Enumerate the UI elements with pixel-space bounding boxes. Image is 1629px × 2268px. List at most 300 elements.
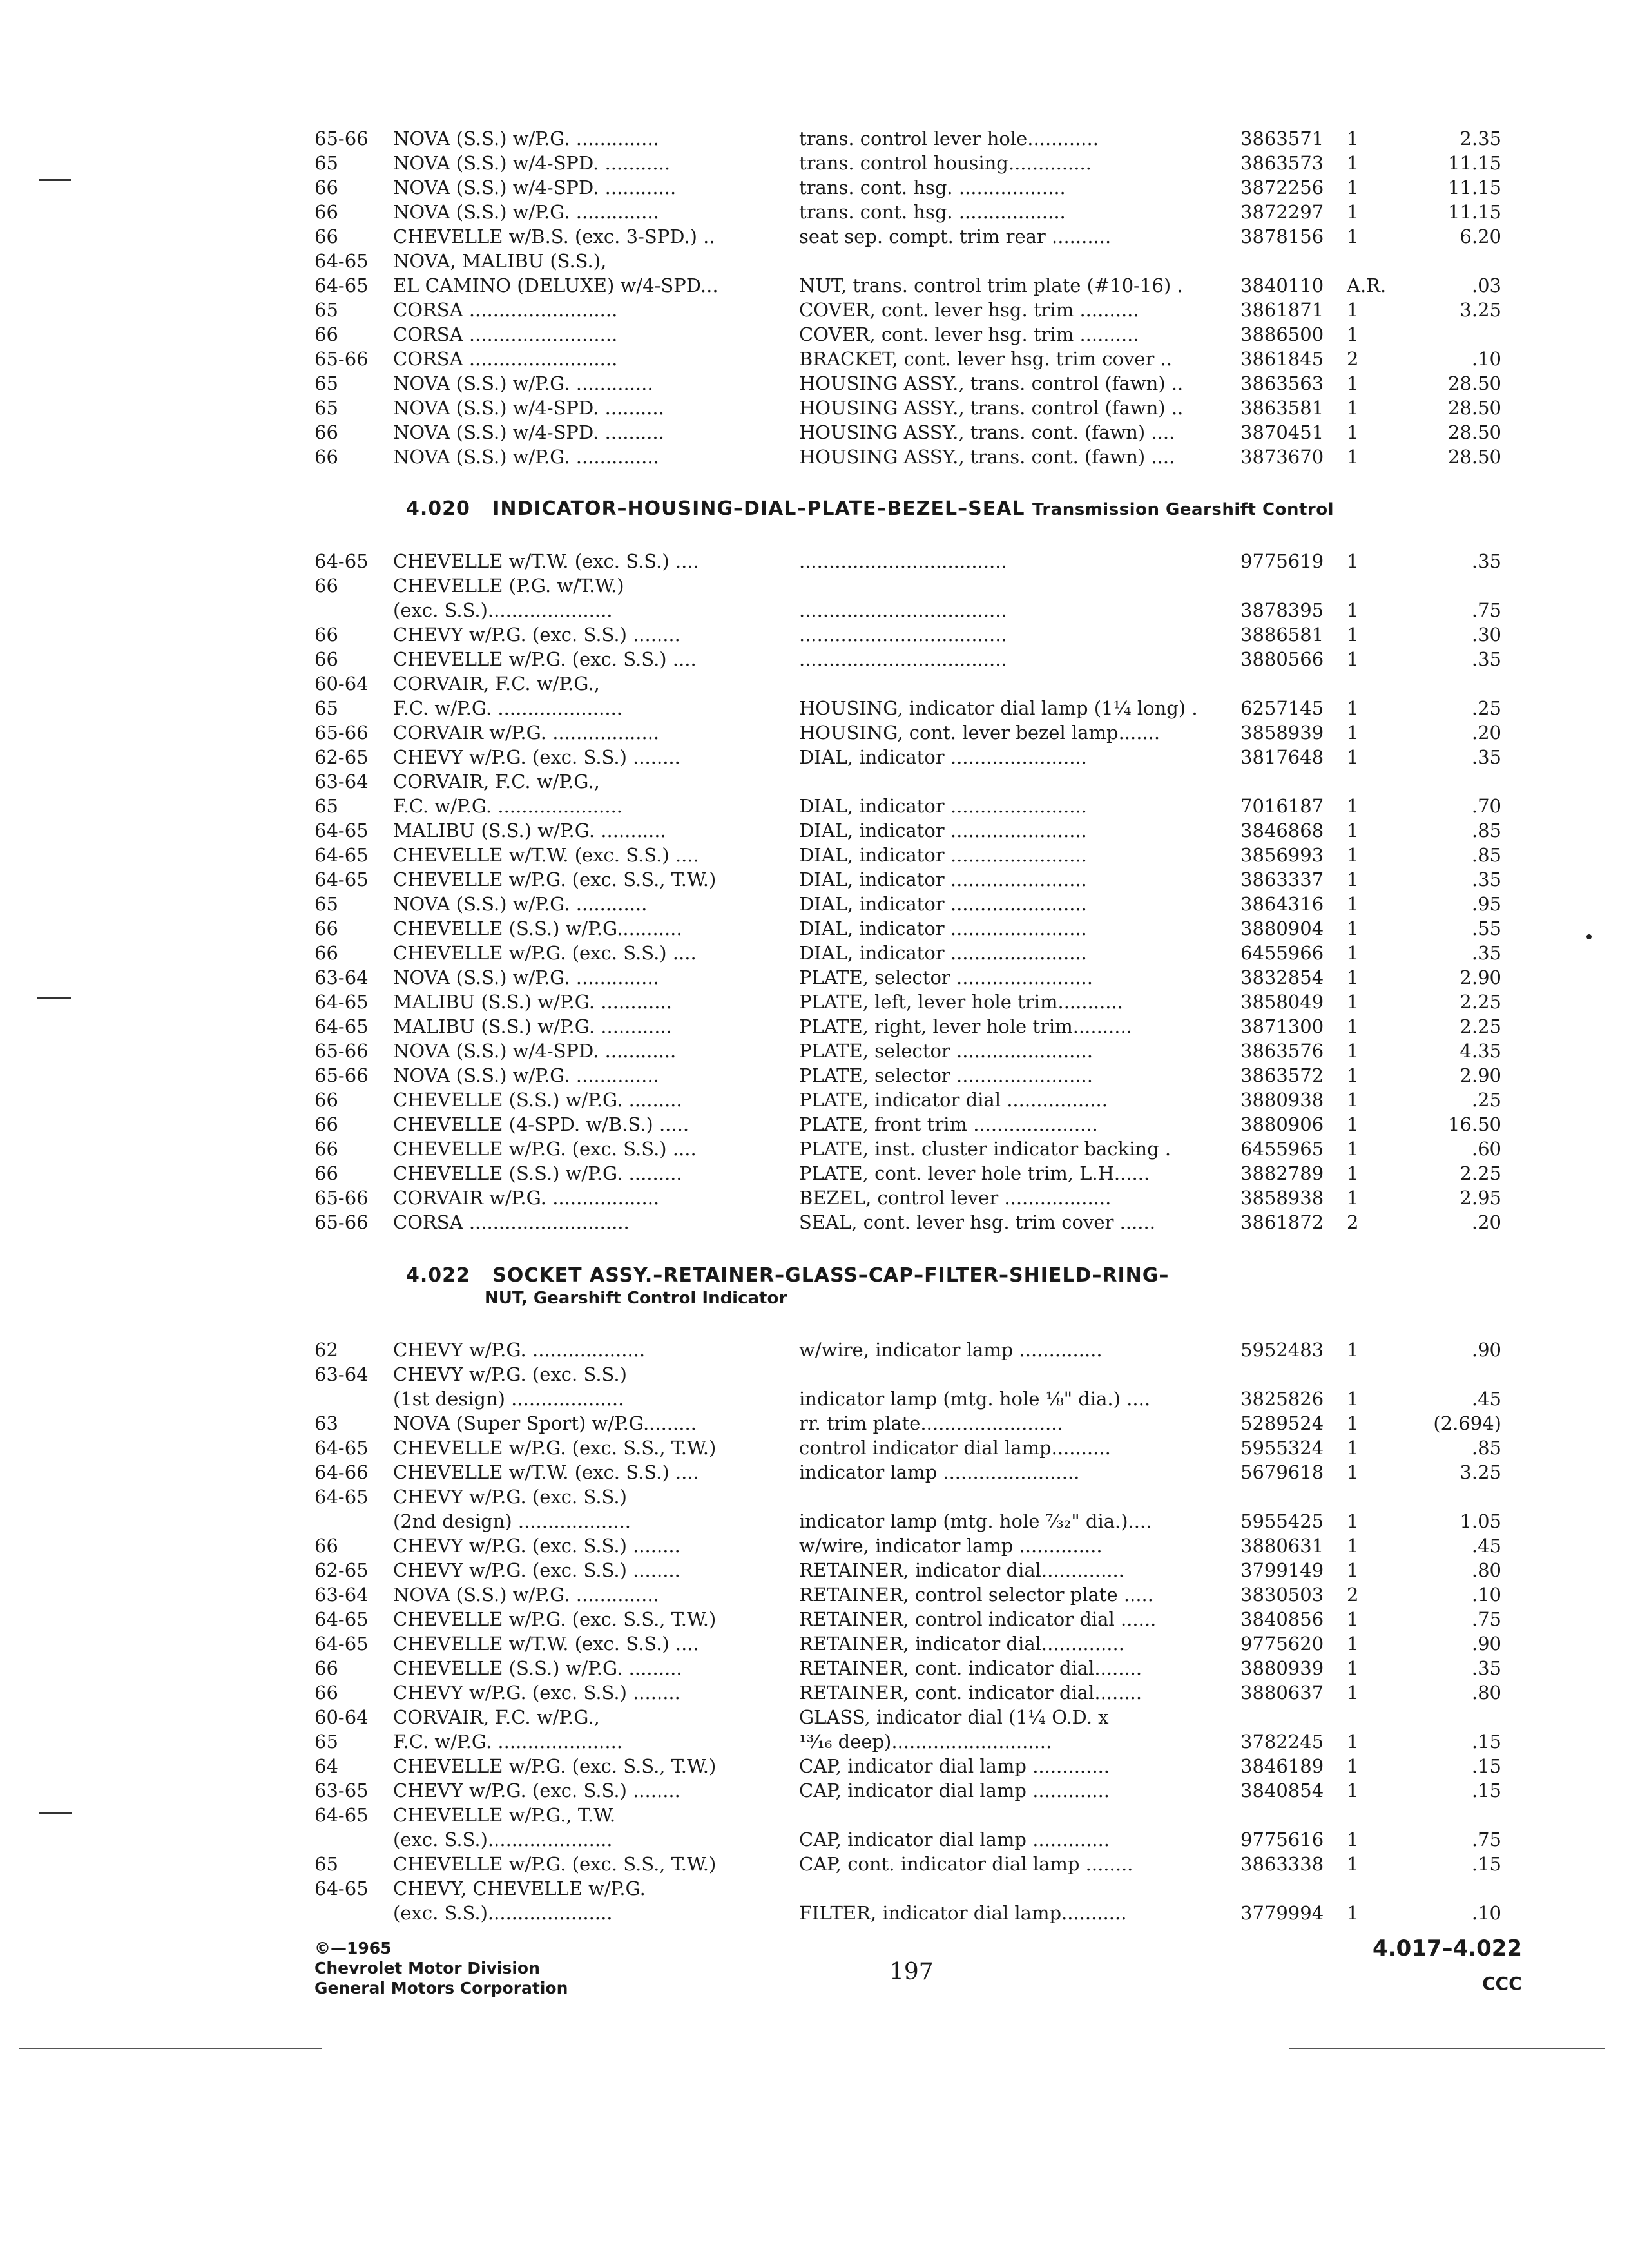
model-cell: (exc. S.S.)..................... <box>393 599 613 621</box>
model-cell: CHEVY w/P.G. ................... <box>393 1339 646 1361</box>
section-title: SOCKET ASSY.–RETAINER–GLASS–CAP–FILTER–SHIELD–RING– <box>492 1264 1170 1287</box>
description-cell: DIAL, indicator ....................... <box>799 820 1087 841</box>
model-cell: CORVAIR, F.C. w/P.G., <box>393 1706 600 1728</box>
model-cell: CORVAIR, F.C. w/P.G., <box>393 673 600 695</box>
model-cell: CHEVELLE (S.S.) w/P.G. ......... <box>393 1657 682 1679</box>
description-cell: PLATE, front trim ..................... <box>799 1113 1098 1135</box>
quantity-cell: 1 <box>1347 1064 1359 1086</box>
year-cell: 66 <box>314 1657 338 1679</box>
quantity-cell: 1 <box>1347 869 1359 890</box>
part-row <box>0 126 1629 151</box>
model-cell: CHEVELLE w/P.G. (exc. S.S.) .... <box>393 942 697 964</box>
part-row <box>0 420 1629 445</box>
catalog-code: CCC <box>1482 1973 1522 1994</box>
year-cell: 66 <box>314 918 338 939</box>
year-cell: 64-65 <box>314 1633 369 1655</box>
description-cell: ¹³⁄₁₆ deep)........................... <box>799 1731 1052 1753</box>
description-cell: CAP, indicator dial lamp ............. <box>799 1755 1110 1777</box>
bottom-rule-right <box>1289 2048 1605 2049</box>
price-cell: .25 <box>1471 697 1501 719</box>
price-cell: .35 <box>1471 550 1501 572</box>
part-number-cell: 3863337 <box>1240 869 1324 890</box>
part-number-cell: 3817648 <box>1240 746 1324 768</box>
year-cell: 64-65 <box>314 844 369 866</box>
quantity-cell: 1 <box>1347 1113 1359 1135</box>
model-cell: CHEVELLE w/B.S. (exc. 3-SPD.) .. <box>393 226 715 247</box>
price-cell: 2.25 <box>1460 1162 1501 1184</box>
year-cell: 63-65 <box>314 1780 369 1802</box>
part-number-cell: 3880904 <box>1240 918 1324 939</box>
price-cell: .85 <box>1471 820 1501 841</box>
part-row <box>0 396 1629 420</box>
price-cell: .85 <box>1471 1437 1501 1459</box>
part-number-cell: 3864316 <box>1240 893 1324 915</box>
part-row <box>0 1607 1629 1631</box>
bottom-rule-left <box>19 2048 322 2049</box>
year-cell: 65 <box>314 697 338 719</box>
model-cell: CHEVELLE w/P.G. (exc. S.S., T.W.) <box>393 1437 717 1459</box>
model-cell: CHEVY w/P.G. (exc. S.S.) ........ <box>393 1559 680 1581</box>
price-cell: .70 <box>1471 795 1501 817</box>
price-cell: 2.90 <box>1460 1064 1501 1086</box>
part-number-cell: 6455966 <box>1240 942 1324 964</box>
part-row <box>0 1509 1629 1533</box>
description-cell: PLATE, selector ....................... <box>799 1064 1094 1086</box>
part-number-cell: 3873670 <box>1240 446 1324 468</box>
quantity-cell: 1 <box>1347 226 1359 247</box>
division-name: Chevrolet Motor Division <box>314 1959 540 1977</box>
price-cell: .25 <box>1471 1089 1501 1111</box>
quantity-cell: 1 <box>1347 1089 1359 1111</box>
quantity-cell: 1 <box>1347 1187 1359 1209</box>
corporation-name: General Motors Corporation <box>314 1979 568 1997</box>
part-row <box>0 720 1629 745</box>
price-cell: (2.694) <box>1433 1412 1501 1434</box>
model-cell: CHEVELLE (P.G. w/T.W.) <box>393 575 624 597</box>
part-row <box>0 1161 1629 1186</box>
year-cell: 65-66 <box>314 722 369 744</box>
model-cell: NOVA (S.S.) w/P.G. ............ <box>393 893 648 915</box>
part-row <box>0 249 1629 273</box>
model-cell: NOVA (S.S.) w/P.G. .............. <box>393 201 659 223</box>
part-row <box>0 892 1629 916</box>
year-cell: 65-66 <box>314 1187 369 1209</box>
price-cell: .80 <box>1471 1559 1501 1581</box>
year-cell: 62-65 <box>314 746 369 768</box>
description-cell: ................................... <box>799 648 1007 670</box>
model-cell: (exc. S.S.)..................... <box>393 1829 613 1850</box>
part-number-cell: 3878395 <box>1240 599 1324 621</box>
year-cell: 60-64 <box>314 1706 369 1728</box>
part-number-cell: 3846868 <box>1240 820 1324 841</box>
description-cell: CAP, indicator dial lamp ............. <box>799 1829 1110 1850</box>
part-row <box>0 1705 1629 1729</box>
price-cell: .03 <box>1471 274 1501 296</box>
part-number-cell: 5955425 <box>1240 1510 1324 1532</box>
quantity-cell: 1 <box>1347 1040 1359 1062</box>
part-row <box>0 175 1629 200</box>
part-number-cell: 3782245 <box>1240 1731 1324 1753</box>
description-cell: indicator lamp ....................... <box>799 1461 1080 1483</box>
part-number-cell: 3858049 <box>1240 991 1324 1013</box>
part-row <box>0 769 1629 794</box>
part-row <box>0 671 1629 696</box>
part-row <box>0 1088 1629 1112</box>
price-cell: 3.25 <box>1460 1461 1501 1483</box>
part-row <box>0 647 1629 671</box>
model-cell: CHEVY w/P.G. (exc. S.S.) ........ <box>393 1780 680 1802</box>
price-cell: 11.15 <box>1447 177 1501 198</box>
model-cell: NOVA (S.S.) w/P.G. ............. <box>393 372 653 394</box>
quantity-cell: 1 <box>1347 1853 1359 1875</box>
part-row <box>0 1411 1629 1436</box>
description-cell: DIAL, indicator ....................... <box>799 795 1087 817</box>
quantity-cell: 1 <box>1347 177 1359 198</box>
quantity-cell: 1 <box>1347 1510 1359 1532</box>
part-row <box>0 990 1629 1014</box>
footer-copyright-block <box>314 1938 568 1998</box>
quantity-cell: 1 <box>1347 991 1359 1013</box>
part-number-cell: 9775616 <box>1240 1829 1324 1850</box>
section-heading-4022 <box>406 1264 1169 1287</box>
model-cell: CHEVELLE (4-SPD. w/B.S.) ..... <box>393 1113 689 1135</box>
quantity-cell: 1 <box>1347 942 1359 964</box>
model-cell: MALIBU (S.S.) w/P.G. ............ <box>393 1015 672 1037</box>
quantity-cell: 1 <box>1347 372 1359 394</box>
model-cell: NOVA (Super Sport) w/P.G......... <box>393 1412 697 1434</box>
price-cell: .35 <box>1471 1657 1501 1679</box>
price-cell: 28.50 <box>1447 421 1501 443</box>
year-cell: 63 <box>314 1412 338 1434</box>
quantity-cell: 1 <box>1347 421 1359 443</box>
part-row <box>0 322 1629 347</box>
quantity-cell: 1 <box>1347 1162 1359 1184</box>
price-cell: 28.50 <box>1447 397 1501 419</box>
part-row <box>0 1901 1629 1925</box>
page-number: 197 <box>889 1959 934 1985</box>
part-number-cell: 3886500 <box>1240 323 1324 345</box>
description-cell: HOUSING, indicator dial lamp (1¼ long) . <box>799 697 1198 719</box>
model-cell: CHEVY, CHEVELLE w/P.G. <box>393 1878 646 1899</box>
model-cell: CHEVELLE w/P.G. (exc. S.S.) .... <box>393 1138 697 1160</box>
year-cell: 66 <box>314 624 338 646</box>
part-row <box>0 1680 1629 1705</box>
description-cell: trans. control housing.............. <box>799 152 1092 174</box>
quantity-cell: 1 <box>1347 820 1359 841</box>
quantity-cell: 1 <box>1347 893 1359 915</box>
quantity-cell: 1 <box>1347 323 1359 345</box>
price-cell: .55 <box>1471 918 1501 939</box>
part-row <box>0 1063 1629 1088</box>
year-cell: 65-66 <box>314 1040 369 1062</box>
description-cell: CAP, cont. indicator dial lamp ........ <box>799 1853 1133 1875</box>
price-cell: .15 <box>1471 1853 1501 1875</box>
model-cell: CHEVY w/P.G. (exc. S.S.) ........ <box>393 1535 680 1557</box>
part-number-cell: 3871300 <box>1240 1015 1324 1037</box>
year-cell: 66 <box>314 1113 338 1135</box>
quantity-cell: 1 <box>1347 1902 1359 1924</box>
quantity-cell: 1 <box>1347 201 1359 223</box>
price-cell: .10 <box>1471 1902 1501 1924</box>
quantity-cell: 1 <box>1347 966 1359 988</box>
description-cell: w/wire, indicator lamp .............. <box>799 1339 1103 1361</box>
part-row <box>0 941 1629 965</box>
year-cell: 66 <box>314 1089 338 1111</box>
year-cell: 66 <box>314 421 338 443</box>
quantity-cell: 1 <box>1347 1829 1359 1850</box>
year-cell: 65 <box>314 299 338 321</box>
quantity-cell: 1 <box>1347 446 1359 468</box>
description-cell: trans. cont. hsg. .................. <box>799 201 1066 223</box>
quantity-cell: 1 <box>1347 624 1359 646</box>
price-cell: .95 <box>1471 893 1501 915</box>
part-row <box>0 573 1629 598</box>
quantity-cell: 1 <box>1347 1731 1359 1753</box>
year-cell: 64-65 <box>314 1804 369 1826</box>
description-cell: HOUSING, cont. lever bezel lamp....... <box>799 722 1161 744</box>
price-cell: .20 <box>1471 1211 1501 1233</box>
quantity-cell: 1 <box>1347 299 1359 321</box>
year-cell: 64-66 <box>314 1461 369 1483</box>
description-cell: BRACKET, cont. lever hsg. trim cover .. <box>799 348 1172 370</box>
part-number-cell: 3872297 <box>1240 201 1324 223</box>
part-number-cell: 5952483 <box>1240 1339 1324 1361</box>
part-number-cell: 3872256 <box>1240 177 1324 198</box>
year-cell: 64-65 <box>314 869 369 890</box>
quantity-cell: A.R. <box>1347 274 1387 296</box>
quantity-cell: 1 <box>1347 397 1359 419</box>
part-row <box>0 1876 1629 1901</box>
description-cell: DIAL, indicator ....................... <box>799 942 1087 964</box>
part-number-cell: 3832854 <box>1240 966 1324 988</box>
model-cell: CORVAIR w/P.G. .................. <box>393 722 660 744</box>
description-cell: PLATE, selector ....................... <box>799 966 1094 988</box>
part-number-cell: 3882789 <box>1240 1162 1324 1184</box>
year-cell: 66 <box>314 201 338 223</box>
description-cell: SEAL, cont. lever hsg. trim cover ...... <box>799 1211 1155 1233</box>
price-cell: .60 <box>1471 1138 1501 1160</box>
model-cell: F.C. w/P.G. ..................... <box>393 697 623 719</box>
model-cell: CHEVY w/P.G. (exc. S.S.) ........ <box>393 746 680 768</box>
part-number-cell: 3863573 <box>1240 152 1324 174</box>
part-number-cell: 3858938 <box>1240 1187 1324 1209</box>
description-cell: DIAL, indicator ....................... <box>799 893 1087 915</box>
model-cell: CHEVELLE w/P.G., T.W. <box>393 1804 616 1826</box>
section-subtitle: Transmission Gearshift Control <box>1032 500 1335 519</box>
description-cell: control indicator dial lamp.......... <box>799 1437 1111 1459</box>
part-row <box>0 151 1629 175</box>
quantity-cell: 1 <box>1347 918 1359 939</box>
price-cell: .15 <box>1471 1731 1501 1753</box>
description-cell: RETAINER, cont. indicator dial........ <box>799 1682 1142 1704</box>
description-cell: COVER, cont. lever hsg. trim .......... <box>799 299 1139 321</box>
part-number-cell: 9775619 <box>1240 550 1324 572</box>
part-row <box>0 622 1629 647</box>
part-number-cell: 3863576 <box>1240 1040 1324 1062</box>
description-cell: PLATE, right, lever hole trim.......... <box>799 1015 1132 1037</box>
part-row <box>0 1112 1629 1137</box>
description-cell: HOUSING ASSY., trans. control (fawn) .. <box>799 372 1184 394</box>
part-number-cell: 3861845 <box>1240 348 1324 370</box>
price-cell: 2.25 <box>1460 991 1501 1013</box>
price-cell: 2.25 <box>1460 1015 1501 1037</box>
part-row <box>0 867 1629 892</box>
part-row <box>0 1485 1629 1509</box>
quantity-cell: 1 <box>1347 1657 1359 1679</box>
price-cell: .35 <box>1471 648 1501 670</box>
description-cell: PLATE, indicator dial ................. <box>799 1089 1108 1111</box>
quantity-cell: 1 <box>1347 1461 1359 1483</box>
part-number-cell: 3863571 <box>1240 128 1324 149</box>
quantity-cell: 1 <box>1347 795 1359 817</box>
year-cell: 66 <box>314 1138 338 1160</box>
quantity-cell: 1 <box>1347 128 1359 149</box>
part-row <box>0 794 1629 818</box>
model-cell: CHEVY w/P.G. (exc. S.S.) ........ <box>393 1682 680 1704</box>
quantity-cell: 1 <box>1347 1437 1359 1459</box>
description-cell: PLATE, selector ....................... <box>799 1040 1094 1062</box>
description-cell: RETAINER, indicator dial.............. <box>799 1559 1124 1581</box>
quantity-cell: 1 <box>1347 599 1359 621</box>
part-row <box>0 843 1629 867</box>
year-cell: 65 <box>314 795 338 817</box>
part-row <box>0 1210 1629 1235</box>
model-cell: (2nd design) ................... <box>393 1510 631 1532</box>
price-cell: 2.35 <box>1460 128 1501 149</box>
description-cell: PLATE, cont. lever hole trim, L.H...... <box>799 1162 1150 1184</box>
part-row <box>0 1852 1629 1876</box>
model-cell: NOVA (S.S.) w/4-SPD. ........... <box>393 152 671 174</box>
description-cell: RETAINER, cont. indicator dial........ <box>799 1657 1142 1679</box>
part-row <box>0 1186 1629 1210</box>
part-number-cell: 3878156 <box>1240 226 1324 247</box>
part-row <box>0 1558 1629 1582</box>
quantity-cell: 2 <box>1347 1211 1359 1233</box>
part-number-cell: 3880566 <box>1240 648 1324 670</box>
model-cell: CHEVY w/P.G. (exc. S.S.) ........ <box>393 624 680 646</box>
quantity-cell: 1 <box>1347 1755 1359 1777</box>
model-cell: CORSA ......................... <box>393 323 618 345</box>
model-cell: CHEVELLE w/T.W. (exc. S.S.) .... <box>393 550 699 572</box>
section-number: 4.022 <box>406 1264 470 1287</box>
description-cell: HOUSING ASSY., trans. control (fawn) .. <box>799 397 1184 419</box>
price-cell: 6.20 <box>1460 226 1501 247</box>
description-cell: COVER, cont. lever hsg. trim .......... <box>799 323 1139 345</box>
year-cell: 66 <box>314 323 338 345</box>
part-number-cell: 3846189 <box>1240 1755 1324 1777</box>
part-row <box>0 1582 1629 1607</box>
model-cell: CHEVELLE w/P.G. (exc. S.S., T.W.) <box>393 869 717 890</box>
price-cell: .75 <box>1471 1608 1501 1630</box>
model-cell: F.C. w/P.G. ..................... <box>393 1731 623 1753</box>
section-subtitle-4022: NUT, Gearshift Control Indicator <box>485 1289 787 1308</box>
price-cell: .45 <box>1471 1388 1501 1410</box>
year-cell: 66 <box>314 446 338 468</box>
description-cell: DIAL, indicator ....................... <box>799 918 1087 939</box>
price-cell: .45 <box>1471 1535 1501 1557</box>
part-row <box>0 1362 1629 1387</box>
year-cell: 63-64 <box>314 1584 369 1606</box>
part-row <box>0 1460 1629 1485</box>
part-row <box>0 1729 1629 1754</box>
quantity-cell: 1 <box>1347 697 1359 719</box>
model-cell: MALIBU (S.S.) w/P.G. ........... <box>393 820 666 841</box>
part-row <box>0 1039 1629 1063</box>
model-cell: CORVAIR w/P.G. .................. <box>393 1187 660 1209</box>
description-cell: indicator lamp (mtg. hole ⁷⁄₃₂" dia.).... <box>799 1510 1152 1532</box>
model-cell: CHEVELLE w/P.G. (exc. S.S., T.W.) <box>393 1608 717 1630</box>
year-cell: 64-65 <box>314 820 369 841</box>
description-cell: FILTER, indicator dial lamp........... <box>799 1902 1127 1924</box>
part-row <box>0 549 1629 573</box>
description-cell: seat sep. compt. trim rear .......... <box>799 226 1112 247</box>
year-cell: 65-66 <box>314 1211 369 1233</box>
quantity-cell: 1 <box>1347 1138 1359 1160</box>
part-number-cell: 3779994 <box>1240 1902 1324 1924</box>
part-number-cell: 3861871 <box>1240 299 1324 321</box>
part-row <box>0 1387 1629 1411</box>
quantity-cell: 1 <box>1347 550 1359 572</box>
price-cell: .75 <box>1471 599 1501 621</box>
part-number-cell: 3863581 <box>1240 397 1324 419</box>
year-cell: 63-64 <box>314 966 369 988</box>
part-row <box>0 818 1629 843</box>
quantity-cell: 1 <box>1347 1339 1359 1361</box>
model-cell: CHEVELLE (S.S.) w/P.G........... <box>393 918 682 939</box>
model-cell: NOVA (S.S.) w/P.G. .............. <box>393 1584 659 1606</box>
part-row <box>0 1533 1629 1558</box>
part-row <box>0 1754 1629 1778</box>
part-row <box>0 1014 1629 1039</box>
part-row <box>0 224 1629 249</box>
year-cell: 66 <box>314 1162 338 1184</box>
description-cell: GLASS, indicator dial (1¼ O.D. x <box>799 1706 1109 1728</box>
year-cell: 64-65 <box>314 550 369 572</box>
part-row <box>0 1656 1629 1680</box>
model-cell: NOVA (S.S.) w/4-SPD. ............ <box>393 1040 677 1062</box>
quantity-cell: 1 <box>1347 1412 1359 1434</box>
part-number-cell: 3880906 <box>1240 1113 1324 1135</box>
part-row <box>0 1436 1629 1460</box>
price-cell: 3.25 <box>1460 299 1501 321</box>
model-cell: CORSA ......................... <box>393 299 618 321</box>
price-cell: .75 <box>1471 1829 1501 1850</box>
part-row <box>0 298 1629 322</box>
year-cell: 65 <box>314 372 338 394</box>
year-cell: 66 <box>314 177 338 198</box>
part-row <box>0 1778 1629 1803</box>
model-cell: CHEVELLE w/P.G. (exc. S.S., T.W.) <box>393 1755 717 1777</box>
description-cell: DIAL, indicator ....................... <box>799 746 1087 768</box>
description-cell: ................................... <box>799 550 1007 572</box>
model-cell: EL CAMINO (DELUXE) w/4-SPD... <box>393 274 718 296</box>
parts-table-4022 <box>0 1338 1629 1925</box>
part-number-cell: 3886581 <box>1240 624 1324 646</box>
model-cell: CHEVY w/P.G. (exc. S.S.) <box>393 1363 627 1385</box>
description-cell: BEZEL, control lever .................. <box>799 1187 1112 1209</box>
price-cell: .20 <box>1471 722 1501 744</box>
year-cell: 62 <box>314 1339 338 1361</box>
model-cell: CHEVELLE (S.S.) w/P.G. ......... <box>393 1162 682 1184</box>
year-cell: 65-66 <box>314 348 369 370</box>
description-cell: DIAL, indicator ....................... <box>799 869 1087 890</box>
quantity-cell: 1 <box>1347 648 1359 670</box>
year-cell: 66 <box>314 942 338 964</box>
price-cell: .90 <box>1471 1633 1501 1655</box>
description-cell: PLATE, left, lever hole trim........... <box>799 991 1123 1013</box>
description-cell: RETAINER, control selector plate ..... <box>799 1584 1153 1606</box>
part-number-cell: 3880637 <box>1240 1682 1324 1704</box>
